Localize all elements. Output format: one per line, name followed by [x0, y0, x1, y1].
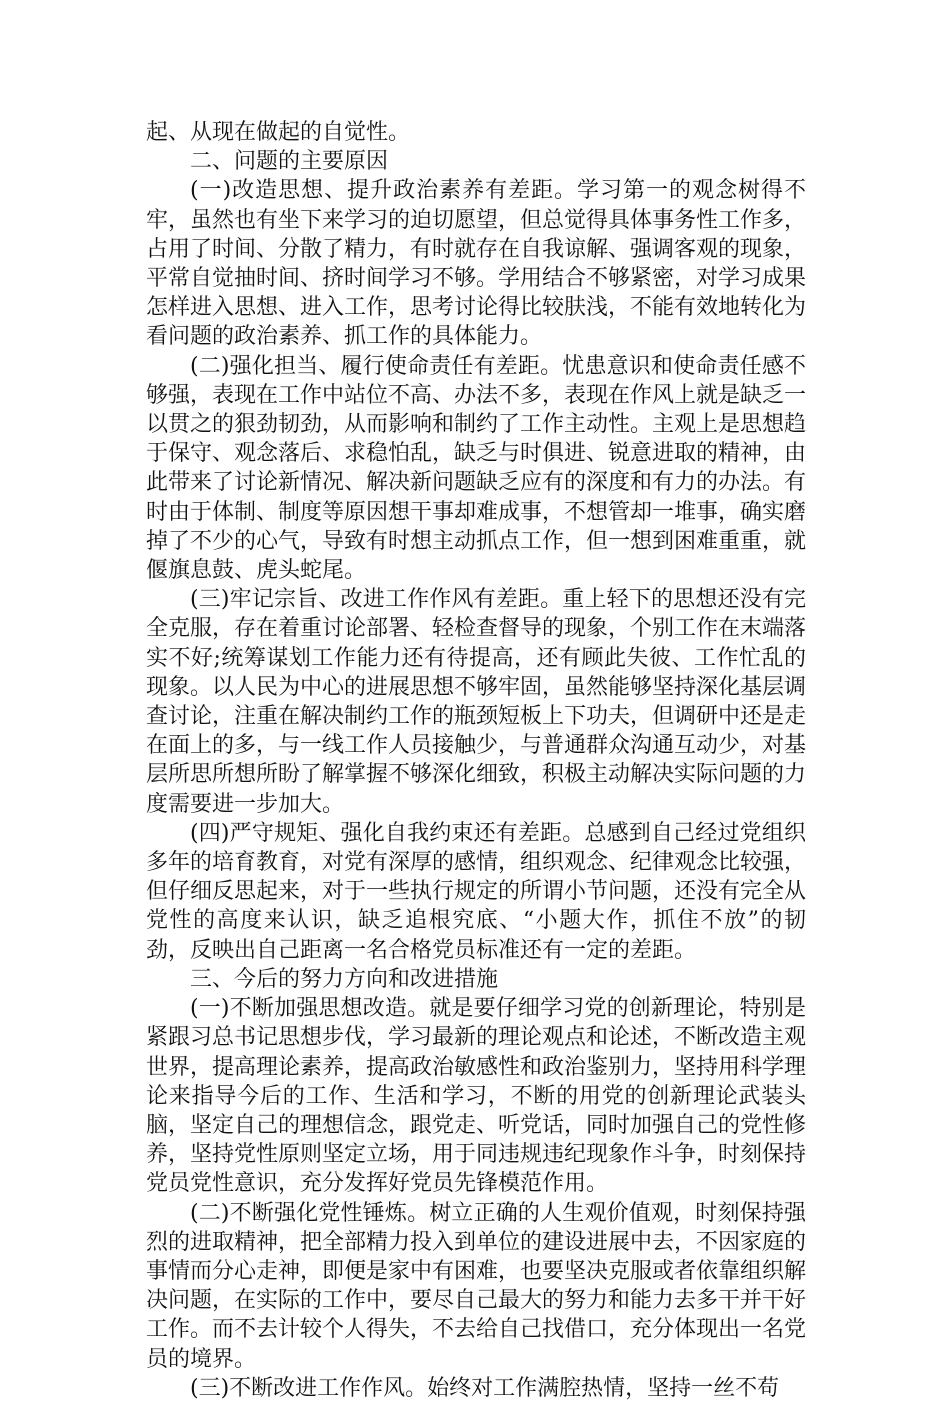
document-page — [146, 118, 806, 1403]
paragraph-measure-1: (一)不断加强思想改造。就是要仔细学习党的创新理论，特别是紧跟习总书记思想步伐，学习最新的理论观点和论述，不断改造主观世界，提高理论素养，提高政治敏感性和政治鉴别力，坚持用科学理论来指导今后的工作、生活和学习，不断的用党的创新理论武装头脑，坚定自己的理想信念，跟党走、听党话，同时加强自己的党性修养，坚持党性原则坚定立场，用于同违规违纪现象作斗争，时刻保持党员党性意识，充分发挥好党员先锋模范作用。 — [146, 996, 807, 1197]
paragraph-reason-2: (二)强化担当、履行使命责任有差距。忧患意识和使命责任感不够强，表现在工作中站位不高、办法不多，表现在作风上就是缺乏一以贯之的狠劲韧劲，从而影响和制约了工作主动性。主观上是思想趋于保守、观念落后、求稳怕乱，缺乏与时俱进、锐意进取的精神，由此带来了讨论新情况、解决新问题缺乏应有的深度和有力的办法。有时由于体制、制度等原因想干事却难成事，不想管却一堆事，确实磨掉了不少的心气，导致有时想主动抓点工作，但一想到困难重重，就偃旗息鼓、虎头蛇尾。 — [146, 353, 807, 584]
paragraph-measure-3: (三)不断改进工作作风。始终对工作满腔热情，坚持一丝不苟 — [190, 1375, 780, 1401]
section-heading-3: 三、今后的努力方向和改进措施 — [190, 966, 499, 992]
paragraph-measure-2: (二)不断强化党性锤炼。树立正确的人生观价值观，时刻保持强烈的进取精神，把全部精力投入到单位的建设进展中去，不因家庭的事情而分心走神，即便是家中有困难，也要坚决克服或者依靠组织解决问题，在实际的工作中，要尽自己最大的努力和能力去多干并干好工作。而不去计较个人得失，不去给自己找借口，充分体现出一名党员的境界。 — [146, 1200, 807, 1372]
paragraph-continuation: 起、从现在做起的自觉性。 — [146, 120, 411, 145]
paragraph-reason-3: (三)牢记宗旨、改进工作作风有差距。重上轻下的思想还没有完全克服，存在着重讨论部署、轻检查督导的现象，个别工作在末端落实不好;统筹谋划工作能力还有待提高，还有顾此失彼、工作忙乱的现象。以人民为中心的进展思想不够牢固，虽然能够坚持深化基层调查讨论，注重在解决制约工作的瓶颈短板上下功夫，但调研中还是走在面上的多，与一线工作人员接触少，与普通群众沟通互动少，对基层所思所想所盼了解掌握不够深化细致，积极主动解决实际问题的力度需要进一步加大。 — [146, 587, 807, 817]
section-heading-2: 二、问题的主要原因 — [190, 149, 389, 175]
paragraph-reason-1: (一)改造思想、提升政治素养有差距。学习第一的观念树得不牢，虽然也有坐下来学习的迫切愿望，但总觉得具体事务性工作多，占用了时间、分散了精力，有时就存在自我谅解、强调客观的现象，平常自觉抽时间、挤时间学习不够。学用结合不够紧密，对学习成果怎样进入思想、进入工作，思考讨论得比较肤浅，不能有效地转化为看问题的政治素养、抓工作的具体能力。 — [146, 178, 807, 350]
paragraph-reason-4: (四)严守规矩、强化自我约束还有差距。总感到自己经过党组织多年的培育教育，对党有深厚的感情，组织观念、纪律观念比较强，但仔细反思起来，对于一些执行规定的所谓小节问题，还没有完全从党性的高度来认识，缺乏追根究底、“小题大作，抓住不放”的韧劲，反映出自己距离一名合格党员标准还有一定的差距。 — [146, 820, 807, 963]
